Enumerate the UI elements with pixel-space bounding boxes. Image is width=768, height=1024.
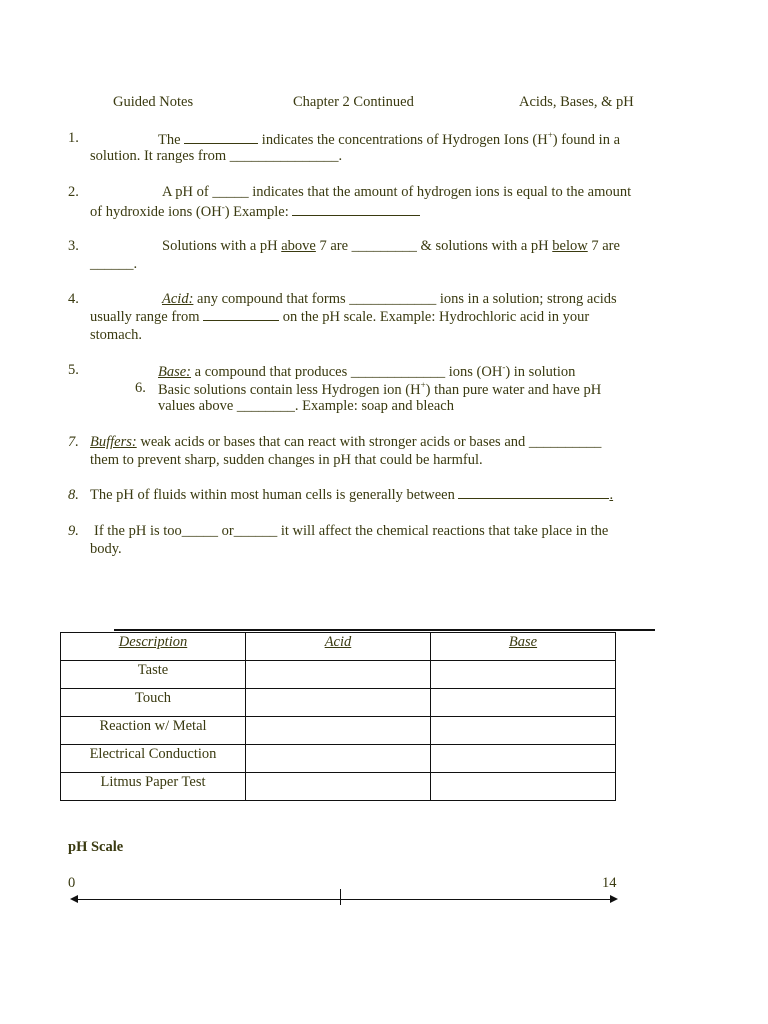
item-text: ) in solution [505, 363, 576, 380]
item-text: usually range from [90, 309, 204, 325]
table-row [61, 661, 616, 689]
item-text: . [609, 487, 614, 503]
item-number: 5. [68, 362, 79, 378]
item-number: 6. [135, 380, 146, 396]
table-header-row [61, 633, 616, 661]
table-row [61, 717, 616, 745]
item-text: indicates the concentrations of Hydrogen Ions (H [258, 131, 548, 148]
ph-neutral-tick [340, 889, 341, 905]
item-text: a compound that produces _____________ ions (OH [191, 363, 503, 380]
item-text: ) than pure water and have pH [425, 381, 602, 398]
arrow-right-icon [610, 895, 618, 903]
item-number: 8. [68, 487, 79, 503]
item-text: them to prevent sharp, sudden changes in pH that could be harmful. [90, 452, 483, 468]
row-label: Reaction w/ Metal [61, 717, 246, 745]
table-row [61, 745, 616, 773]
item-text: A pH of _____ indicates that the amount of hydrogen ions is equal to the amount [162, 184, 632, 200]
row-label: Electrical Conduction [61, 745, 246, 773]
acid-cell[interactable] [246, 689, 431, 717]
arrow-left-icon [70, 895, 78, 903]
item-text: ) found in a [552, 131, 621, 148]
term: Buffers: [90, 434, 137, 450]
fill-in-blank [203, 320, 279, 321]
superscript: + [420, 380, 426, 390]
ph-axis-line [72, 899, 616, 900]
underlined-word: above [281, 238, 316, 254]
fill-in-blank [184, 143, 258, 144]
header-left: Guided Notes [113, 94, 194, 110]
ph-scale-title: pH Scale [68, 839, 124, 855]
base-cell[interactable] [431, 717, 616, 745]
item-text: weak acids or bases that can react with stronger acids or bases and __________ [136, 434, 602, 450]
item-text: If the pH is too_____ or______ it will affect the chemical reactions that take place in the [94, 523, 609, 539]
superscript: - [221, 202, 225, 212]
item-text: 7 are [587, 238, 620, 254]
header-description: Description [61, 633, 246, 661]
base-cell[interactable] [431, 745, 616, 773]
superscript: - [502, 362, 506, 372]
item-number: 9. [68, 523, 79, 539]
term: Acid: [162, 291, 194, 307]
item-text: on the pH scale. Example: Hydrochloric acid in your [279, 309, 590, 325]
base-cell[interactable] [431, 689, 616, 717]
ph-scale-max: 14 [602, 875, 617, 891]
header-base: Base [431, 633, 616, 661]
superscript: + [547, 130, 553, 140]
item-text: Solutions with a pH [162, 238, 282, 254]
item-text: The pH of fluids within most human cells is generally between [90, 487, 459, 503]
table-row [61, 689, 616, 717]
item-text: any compound that forms ____________ ions in a solution; strong acids [193, 291, 617, 307]
item-text: solution. It ranges from _______________. [90, 148, 343, 164]
base-cell[interactable] [431, 773, 616, 801]
item-text: 7 are _________ & solutions with a pH [315, 238, 553, 254]
item-text: stomach. [90, 327, 142, 343]
item-text: body. [90, 541, 122, 557]
item-number: 1. [68, 130, 79, 146]
item-number: 3. [68, 238, 79, 254]
item-text: of hydroxide ions (OH [90, 203, 222, 220]
acid-cell[interactable] [246, 661, 431, 689]
header-acid: Acid [246, 633, 431, 661]
item-text: values above ________. Example: soap and bleach [158, 398, 454, 414]
header-right: Acids, Bases, & pH [519, 94, 634, 110]
fill-in-blank [458, 498, 609, 499]
item-text: The [158, 131, 185, 148]
item-text: Basic solutions contain less Hydrogen ion (H [158, 381, 421, 398]
acid-cell[interactable] [246, 773, 431, 801]
term: Base: [158, 363, 192, 380]
acid-base-table [60, 632, 616, 801]
item-text: ______. [90, 256, 138, 272]
base-cell[interactable] [431, 661, 616, 689]
ph-scale-min: 0 [68, 875, 76, 891]
row-label: Taste [61, 661, 246, 689]
item-text: ) Example: [224, 203, 293, 220]
row-label: Litmus Paper Test [61, 773, 246, 801]
table-top-rule [114, 629, 655, 631]
underlined-word: below [552, 238, 588, 254]
table-row [61, 773, 616, 801]
item-number: 4. [68, 291, 79, 307]
acid-cell[interactable] [246, 717, 431, 745]
acid-cell[interactable] [246, 745, 431, 773]
header-center: Chapter 2 Continued [293, 94, 414, 110]
row-label: Touch [61, 689, 246, 717]
item-number: 2. [68, 184, 79, 200]
item-number: 7. [68, 434, 79, 450]
fill-in-blank [292, 215, 420, 216]
